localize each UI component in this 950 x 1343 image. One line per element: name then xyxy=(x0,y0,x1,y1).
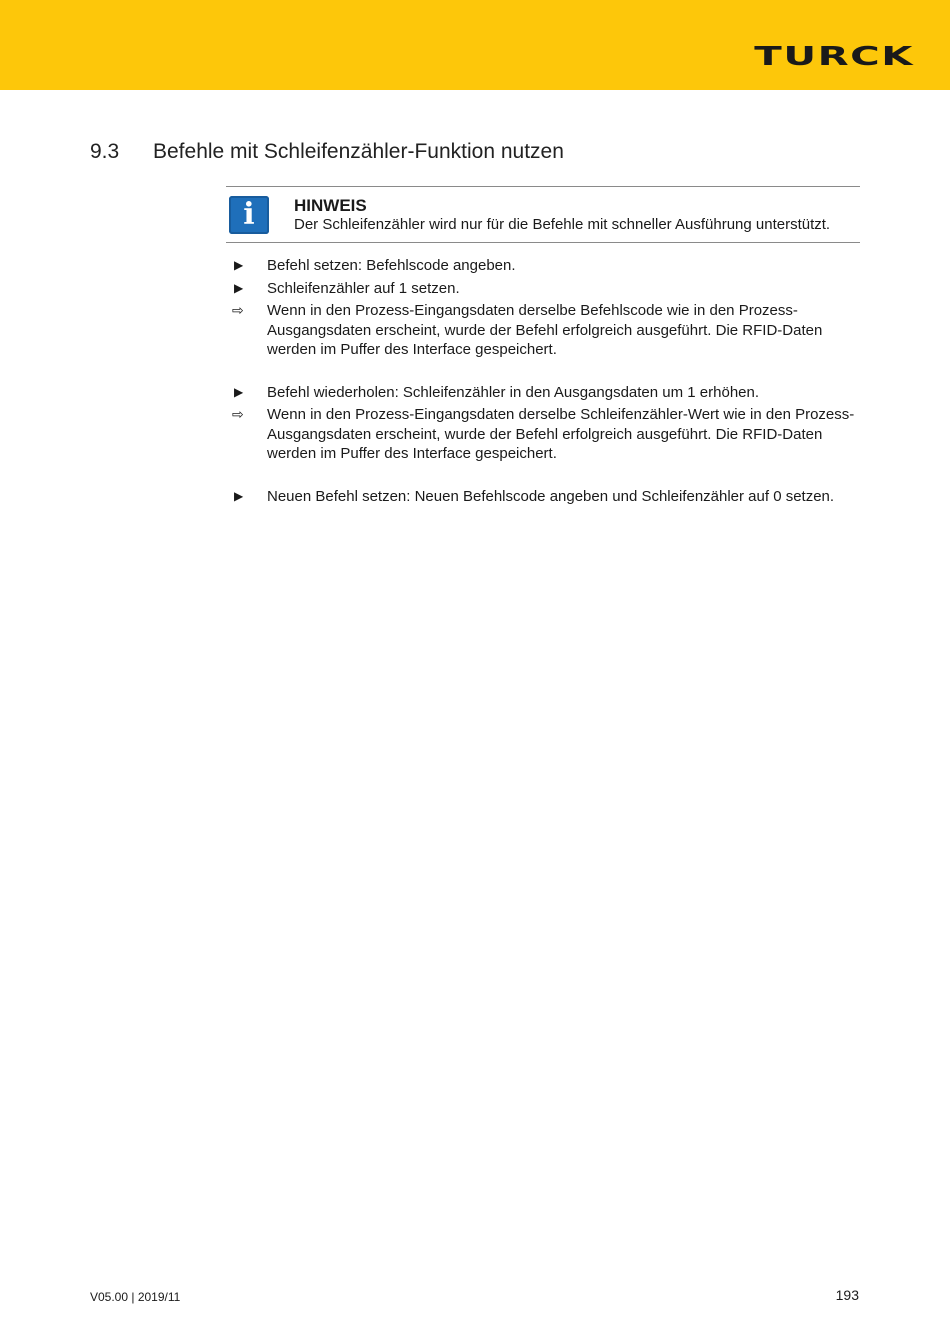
turck-logo: TURCK xyxy=(754,42,914,72)
info-icon-glyph: i xyxy=(243,197,255,232)
header-band xyxy=(0,0,950,90)
footer-version: V05.00 | 2019/11 xyxy=(90,1290,181,1304)
section-number: 9.3 xyxy=(90,140,120,163)
step-result xyxy=(226,405,860,464)
step-text: Wenn in den Prozess-Eingangsdaten derselbe Befehlscode wie in den Prozess-Ausgangsdaten erscheint, wurde der Befehl erfolgreich ausgeführt. Die RFID-Daten werden im Puffer des Interface gespeichert. xyxy=(267,302,823,358)
spacer xyxy=(226,467,860,487)
step-action xyxy=(226,487,860,507)
notice-box xyxy=(226,186,860,243)
info-icon xyxy=(229,196,269,234)
step-action xyxy=(226,279,860,299)
action-arrow-icon: ▶ xyxy=(234,384,244,399)
result-arrow-icon: ⇨ xyxy=(232,302,244,318)
step-text: Wenn in den Prozess-Eingangsdaten derselbe Schleifenzähler-Wert wie in den Prozess-Ausgangsdaten erscheint, wurde der Befehl erfolgreich ausgeführt. Die RFID-Daten werden im Puffer des Interface gespeichert. xyxy=(267,406,855,462)
step-action xyxy=(226,256,860,276)
page-number: 193 xyxy=(835,1287,859,1303)
section-title: Befehle mit Schleifenzähler-Funktion nutzen xyxy=(153,140,564,163)
step-action xyxy=(226,383,860,403)
instruction-list xyxy=(226,256,860,509)
spacer xyxy=(226,363,860,383)
notice-text: Der Schleifenzähler wird nur für die Befehle mit schneller Ausführung unterstützt. xyxy=(294,216,831,233)
step-text: Befehl wiederholen: Schleifenzähler in den Ausgangsdaten um 1 erhöhen. xyxy=(267,383,760,401)
step-text: Schleifenzähler auf 1 setzen. xyxy=(267,279,460,297)
result-arrow-icon: ⇨ xyxy=(232,406,244,422)
action-arrow-icon: ▶ xyxy=(234,258,244,272)
action-arrow-icon: ▶ xyxy=(234,280,244,295)
notice-title: HINWEIS xyxy=(294,196,367,215)
section-heading xyxy=(90,140,564,164)
step-result xyxy=(226,301,860,360)
step-text: Befehl setzen: Befehlscode angeben. xyxy=(267,257,516,274)
step-text: Neuen Befehl setzen: Neuen Befehlscode angeben und Schleifenzähler auf 0 setzen. xyxy=(267,487,835,505)
action-arrow-icon: ▶ xyxy=(234,488,244,503)
